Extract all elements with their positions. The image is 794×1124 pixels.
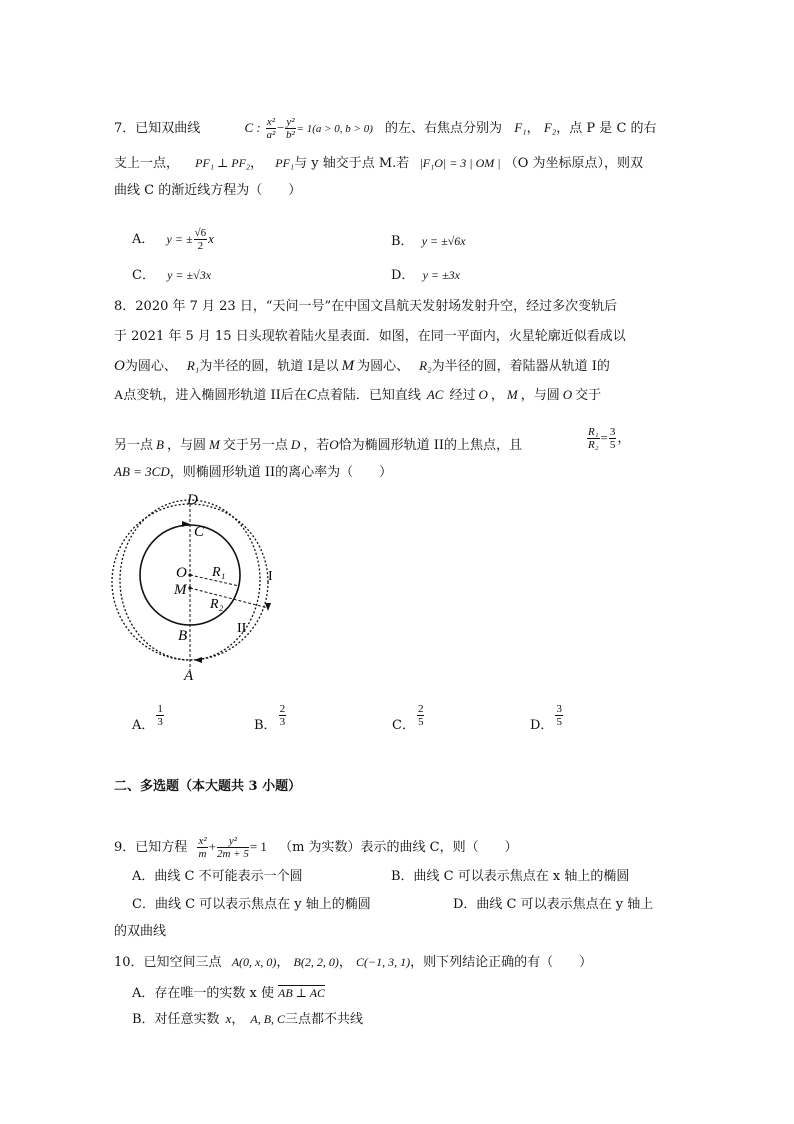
arrow-C xyxy=(182,521,190,527)
q8-line3: O为圆心、 R₁为半径的圆，轨道 I是以 M 为圆心、 R₂为半径的圆，着陆器从轨道 I的 xyxy=(114,358,610,374)
label-I: I xyxy=(268,569,273,584)
q10-line1: 10．已知空间三点 A(0, x, 0)， B(2, 2, 0)， C(−1, 3, 1)，则下列结论正确的有（ ） xyxy=(114,955,593,970)
point-M xyxy=(188,586,191,589)
q7-line1: 7．已知双曲线 C : $\frac{\text{x²}}{\text{a²}}$ − $\frac{\text{y²}}{\text{b²}}$ = 1(a > 0, b > 0) 的左、右焦点分别为 F₁， F₂，点 P 是 C 的右 xyxy=(114,116,657,141)
q10-option-b[interactable]: B．对任意实数 x， A, B, C三点都不共线 xyxy=(132,1011,364,1027)
q7-number: 7． xyxy=(114,121,136,136)
label-O: O xyxy=(176,565,187,581)
q8-orbit-figure xyxy=(110,490,290,682)
q9-option-c[interactable]: C．曲线 C 可以表示焦点在 y 轴上的椭圆 xyxy=(132,897,371,912)
q9-line1: 9．已知方程 $\frac{\text{x²}}{m}$ + $\frac{\text{y²}}{2m + 5}$ = 1 （m 为实数）表示的曲线 C，则（ ） xyxy=(114,835,518,860)
label-A: A xyxy=(184,668,194,682)
q9-option-b[interactable]: B．曲线 C 可以表示焦点在 x 轴上的椭圆 xyxy=(391,869,630,884)
q8-option-c[interactable]: C． $\frac{2}{5}$ xyxy=(392,703,424,733)
arrow-A xyxy=(194,657,202,663)
label-M: M xyxy=(174,582,187,598)
q8-line2: 于 2021 年 5 月 15 日头现软着陆火星表面．如图，在同一平面内，火星轮廓近似看成以 xyxy=(114,329,626,344)
label-R1: R₁ xyxy=(212,565,226,580)
q8-option-d[interactable]: D． $\frac{3}{5}$ xyxy=(530,703,562,733)
q7-line3: 曲线 C 的渐近线方程为（ ） xyxy=(114,183,302,198)
label-B: B xyxy=(178,628,188,644)
q10-option-a[interactable]: A．存在唯一的实数 x 使 AB ⊥ AC xyxy=(132,986,326,1001)
q8-ratio: $\frac{\text{R₁}}{\text{R₂}}$ = $\frac{3}{5}$ ， xyxy=(588,426,631,451)
arrow-right xyxy=(265,603,271,611)
q7-option-d[interactable]: D． y = ±3x xyxy=(391,268,460,283)
q9-option-d-cont: 的双曲线 xyxy=(114,924,167,939)
section-2-heading: 二、多选题（本大题共 3 小题） xyxy=(114,779,302,794)
q8-line1: 8．2020 年 7 月 23 日，“天问一号”在中国文昌航天发射场发射升空，经过多次变轨后 xyxy=(114,299,618,314)
q7-option-c[interactable]: C． y = ±√3x xyxy=(132,268,212,283)
q8-line6: AB = 3CD，则椭圆形轨道 II的离心率为（ ） xyxy=(114,464,393,480)
q7-frac-x: $\frac{\text{x²}}{\text{a²}}$ xyxy=(266,116,276,141)
q7-option-b[interactable]: B． y = ±√6x xyxy=(391,234,466,249)
label-II: II xyxy=(237,621,247,636)
q7-line2: 支上一点， PF₁ ⊥ PF₂， PF₁与 y 轴交于点 M.若 |F₁O| = 3 | OM | （O 为坐标原点），则双 xyxy=(114,156,643,171)
q8-option-b[interactable]: B． $\frac{2}{3}$ xyxy=(254,703,286,733)
label-D: D xyxy=(187,492,198,508)
q8-line4: A点变轨，进入椭圆形轨道 II后在C点着陆．已知直线 AC 经过 O ， M ，与圆 O 交于 xyxy=(114,387,602,403)
point-O xyxy=(188,573,191,576)
q7-frac-y: $\frac{\text{y²}}{\text{b²}}$ xyxy=(286,116,295,141)
q8-option-a[interactable]: A． $\frac{1}{3}$ xyxy=(132,703,163,733)
q9-option-a[interactable]: A．曲线 C 不可能表示一个圆 xyxy=(132,869,303,884)
label-C: C xyxy=(194,524,205,540)
q9-option-d[interactable]: D．曲线 C 可以表示焦点在 y 轴上 xyxy=(453,897,654,912)
q7-option-a[interactable]: A． y = ± $\frac{√6}{2}$ x xyxy=(132,227,214,252)
q8-line5: 另一点 B ，与圆 M 交于另一点 D ，若O恰为椭圆形轨道 II的上焦点，且 xyxy=(114,437,523,453)
label-R2: R₂ xyxy=(210,597,224,612)
